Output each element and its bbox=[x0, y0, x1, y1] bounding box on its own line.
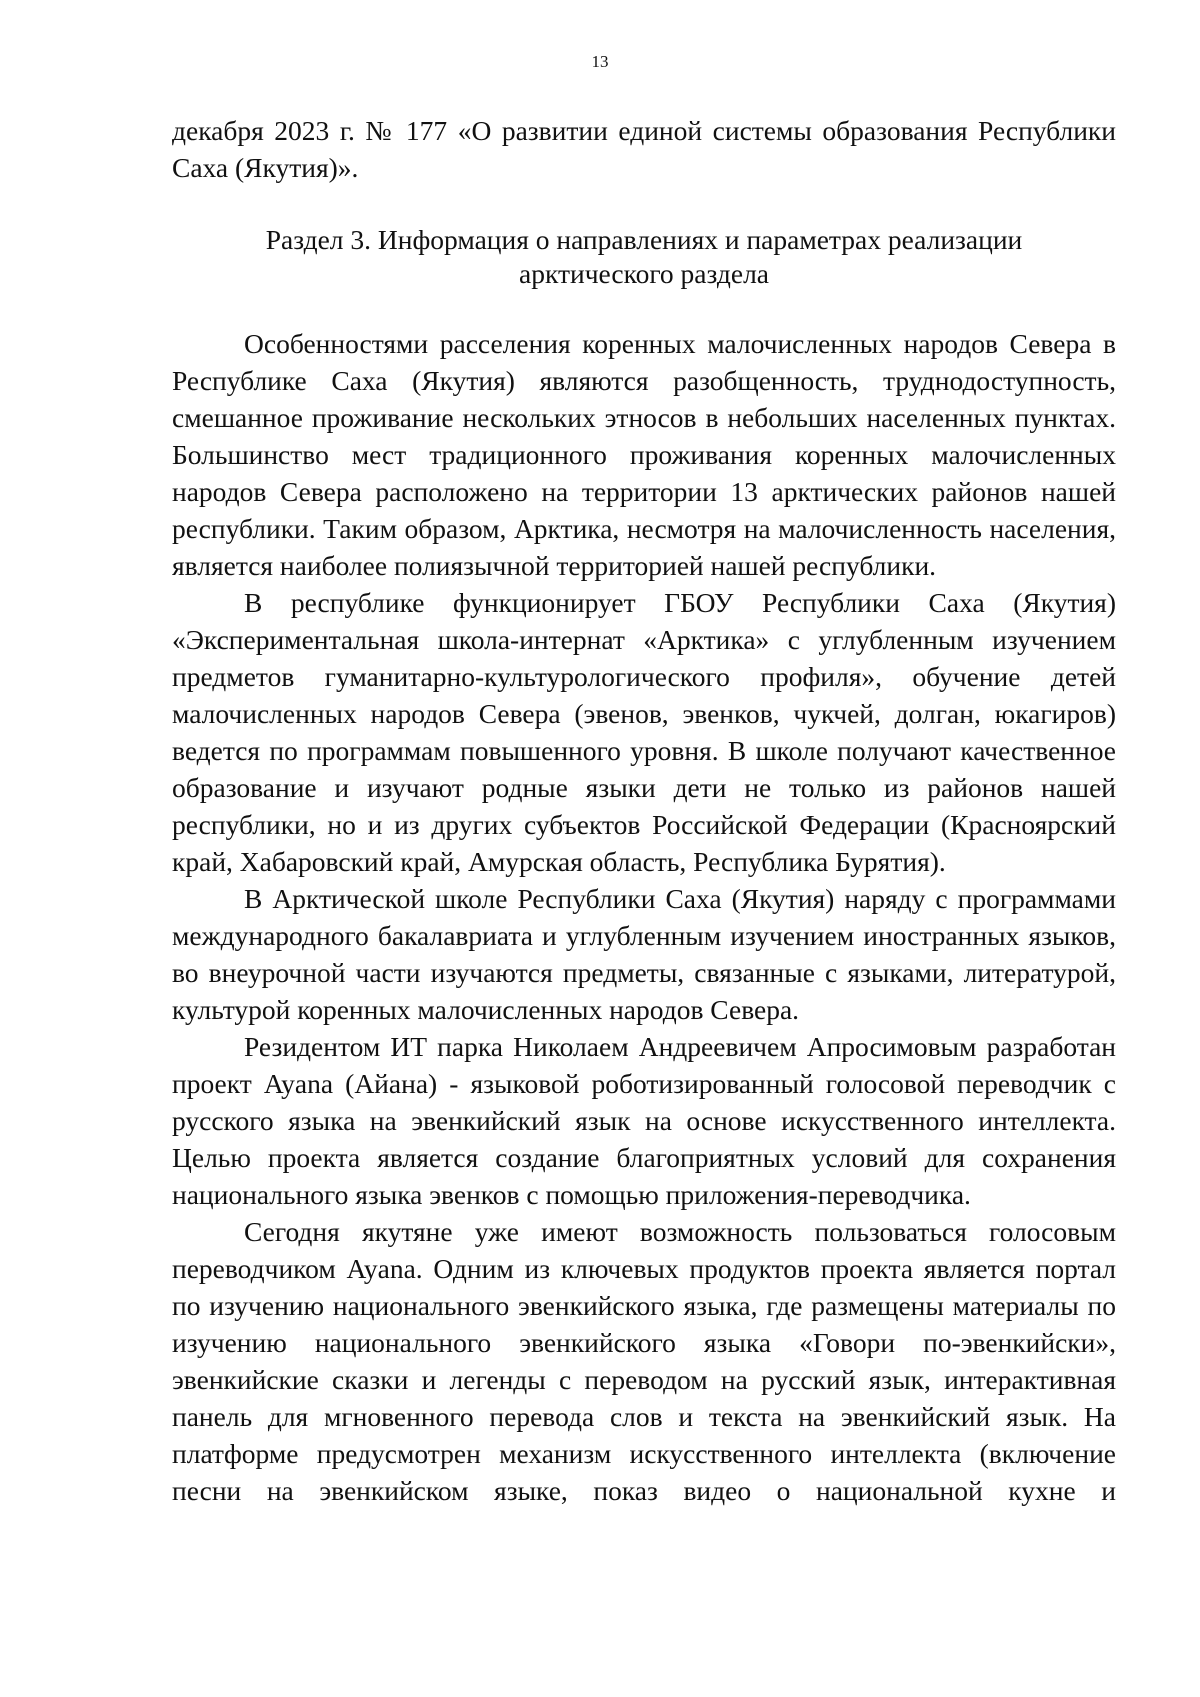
section-heading bbox=[172, 223, 1116, 291]
document-body bbox=[172, 112, 1116, 1509]
paragraph-settlement: Особенностями расселения коренных малочисленных народов Севера в Республике Саха (Якутия) являются разобщенность, труднодоступность, смешанное проживание нескольких этносов в небольших населенных пунктах. Большинство мест традиционного проживания коренных малочисленных народов Севера расположено на территории 13 арктических районов нашей республики. Таким образом, Арктика, несмотря на малочисленность населения, является наиболее полиязычной территорией нашей республики. bbox=[172, 328, 1116, 581]
page-number: 13 bbox=[591, 52, 609, 71]
paragraph-arctic-school: В республике функционирует ГБОУ Республики Саха (Якутия) «Экспериментальная школа-интернат «Арктика» с углубленным изучением предметов гуманитарно-культурологического профиля», обучение детей малочисленных народов Севера (эвенов, эвенков, чукчей, долган, юкагиров) ведется по программам повышенного уровня. В школе получают качественное образование и изучают родные языки дети не только из районов нашей республики, но и из других субъектов Российской Федерации (Красноярский край, Хабаровский край, Амурская область, Республика Бурятия). bbox=[172, 587, 1116, 877]
paragraph-ayana-project: Резидентом ИТ парка Николаем Андреевичем Апросимовым разработан проект Ayana (Айана) - языковой роботизированный голосовой переводчик с русского языка на эвенкийский язык на основе искусственного интеллекта. Целью проекта является создание благоприятных условий для сохранения национального языка эвенков с помощью приложения-переводчика. bbox=[172, 1031, 1116, 1210]
section-heading-line-2: арктического раздела bbox=[519, 258, 769, 289]
paragraph-arctic-curriculum: В Арктической школе Республики Саха (Якутия) наряду с программами международного бакалавриата и углубленным изучением иностранных языков, во внеурочной части изучаются предметы, связанные с языками, литературой, культурой коренных малочисленных народов Севера. bbox=[172, 883, 1116, 1025]
paragraph-continuation: декабря 2023 г. № 177 «О развитии единой системы образования Республики Саха (Якутия)». bbox=[172, 115, 1116, 183]
section-heading-line-1: Раздел 3. Информация о направлениях и параметрах реализации bbox=[265, 224, 1023, 255]
paragraph-ayana-usage: Сегодня якутяне уже имеют возможность пользоваться голосовым переводчиком Ayana. Одним из ключевых продуктов проекта является портал по изучению национального эвенкийского языка, где размещены материалы по изучению национального эвенкийского языка «Говори по-эвенкийски», эвенкийские сказки и легенды с переводом на русский язык, интерактивная панель для мгновенного перевода слов и текста на эвенкийский язык. На платформе предусмотрен механизм искусственного интеллекта (включение песни на эвенкийском языке, показ видео о национальной кухне и bbox=[172, 1216, 1116, 1506]
